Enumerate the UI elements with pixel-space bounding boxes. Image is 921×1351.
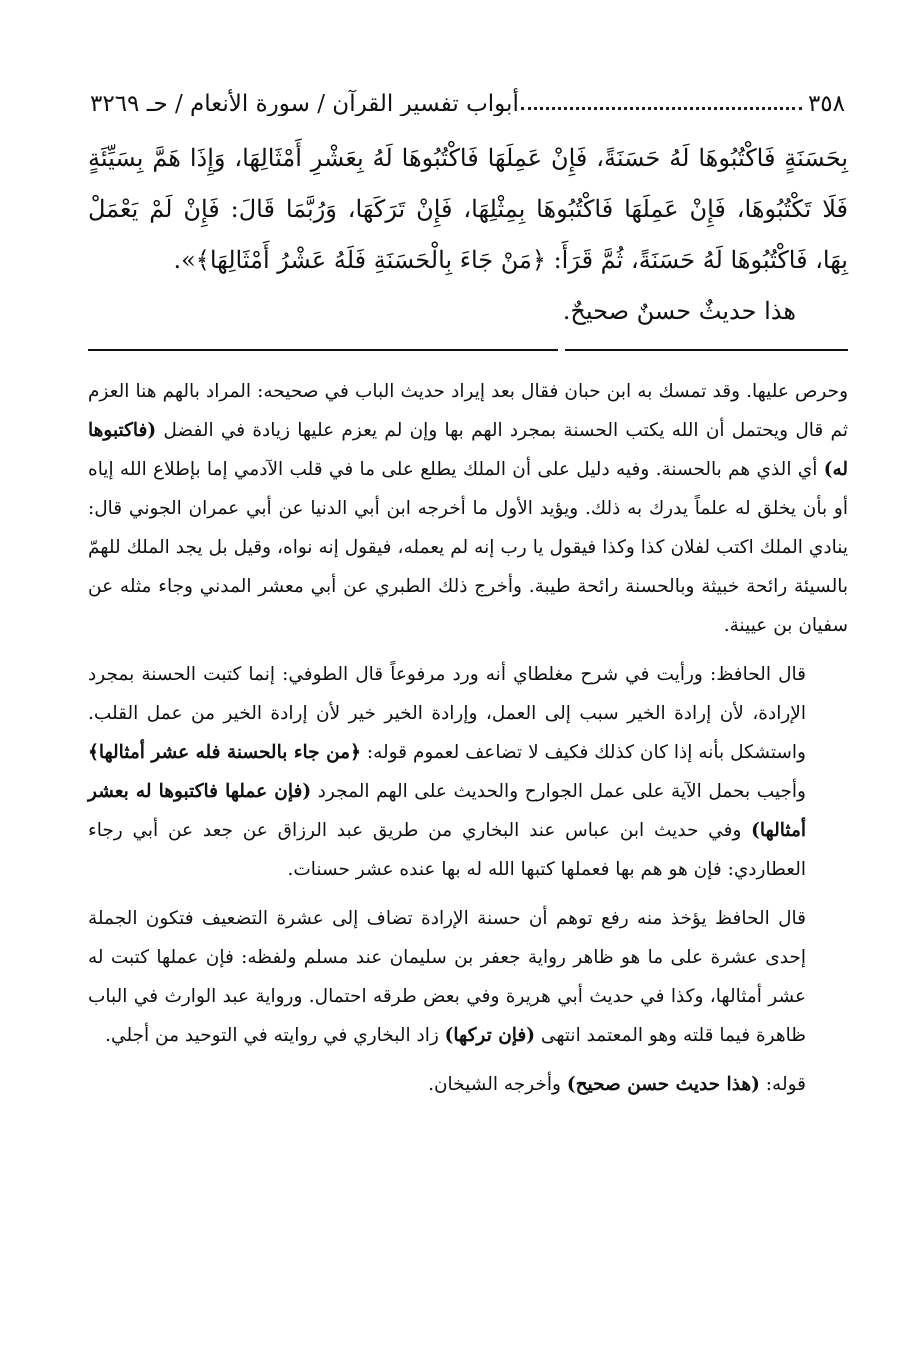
commentary-paragraph-4 [88, 1065, 848, 1104]
separator-line-right [565, 349, 848, 351]
commentary-text: وأجيب بحمل الآية على عمل الجوارح والحديث على الهم المجرد [311, 781, 806, 802]
separator-line-left [88, 349, 558, 351]
commentary-text: قال الحافظ يؤخذ منه رفع توهم أن حسنة الإرادة تضاف إلى عشرة التضعيف فتكون الجملة إحدى عشرة على ما هو ظاهر رواية جعفر بن سليمان عند مسلم ولفظه: فإن عملها كتبت له عشر أمثالها، وكذا في حديث أبي هريرة وفي بعض طرقه احتمال. ورواية عبد الوارث في الباب ظاهرة فيما قلته وهو المعتمد انتهى [88, 908, 806, 1046]
commentary-text: وأخرجه الشيخان. [428, 1074, 567, 1095]
commentary-text: وفي حديث ابن عباس عند البخاري من طريق عبد الرزاق عن جعد عن أبي رجاء العطاردي: فإن هو هم بها فعملها كتبها الله له بها عنده عشر حسنات. [88, 820, 806, 880]
commentary-paragraph-1 [88, 372, 848, 645]
header-dot-leader [521, 107, 802, 110]
hadith-verdict: هذا حديثٌ حسنٌ صحيحٌ. [562, 297, 796, 325]
bold-quote: (هذا حديث حسن صحيح) [566, 1074, 760, 1095]
commentary-paragraph-2 [88, 655, 848, 889]
page-number: ٣٥٨ [807, 91, 845, 116]
bold-quote: (فاكتبوها له) [88, 420, 848, 480]
bold-quote: (فإن عملها فاكتبوها له بعشر أمثالها) [88, 781, 806, 841]
page-header [90, 80, 845, 116]
commentary-text: قوله: [759, 1074, 806, 1095]
commentary-text: قال الحافظ: ورأيت في شرح مغلطاي أنه ورد مرفوعاً قال الطوفي: إنما كتبت الحسنة بمجرد الإرادة، لأن إرادة الخير سبب إلى العمل، وإرادة الخير خير لأن إرادة الخير من عمل القلب. واستشكل بأنه إذا كان كذلك فكيف لا تضاعف لعموم قوله: [88, 664, 806, 763]
bold-quote: ﴿من جاء بالحسنة فله عشر أمثالها﴾ [88, 742, 361, 763]
commentary-text: أي الذي هم بالحسنة. وفيه دليل على أن الملك يطلع على ما في قلب الآدمي إما بإطلاع الله إياه أو بأن يخلق له علماً يدرك به ذلك. ويؤيد الأول ما أخرجه ابن أبي الدنيا عن أبي عمران الجوني قال: ينادي الملك اكتب لفلان كذا وكذا فيقول يا رب إنه لم يعمله، فيقول إنه نواه، وقيل بل يجد الملك للهمّ بالسيئة رائحة خبيثة وبالحسنة رائحة طيبة. وأخرج ذلك الطبري عن أبي معشر المدني وجاء مثله عن سفيان بن عيينة. [88, 459, 848, 636]
commentary-text: زاد البخاري في روايته في التوحيد من أجلي. [105, 1025, 445, 1046]
hadith-text: بِحَسَنَةٍ فَاكْتُبُوهَا لَهُ حَسَنَةً، فَإِنْ عَمِلَهَا فَاكْتُبُوهَا لَهُ بِعَشْرِ أَمْثَالِهَا، وَإِذَا هَمَّ بِسَيِّئَةٍ فَلَا تَكْتُبُوهَا، فَإِنْ عَمِلَهَا فَاكْتُبُوهَا بِمِثْلِهَا، فَإِنْ تَرَكَهَا، وَرُبَّمَا قَالَ: فَإِنْ لَمْ يَعْمَلْ بِهَا، فَاكْتُبُوهَا لَهُ حَسَنَةً، ثُمَّ قَرَأَ: ﴿مَنْ جَاءَ بِالْحَسَنَةِ فَلَهُ عَشْرُ أَمْثَالِهَا﴾». [88, 144, 848, 274]
running-title: أبواب تفسير القرآن / سورة الأنعام / حـ ٣٢٦٩ [90, 91, 519, 116]
commentary-text: وحرص عليها. وقد تمسك به ابن حبان فقال بعد إيراد حديث الباب في صحيحه: المراد بالهم هنا العزم ثم قال ويحتمل أن الله يكتب الحسنة بمجرد الهم بها وإن لم يعزم عليها زيادة في الفضل [88, 381, 848, 441]
commentary-paragraph-3 [88, 899, 848, 1055]
main-text [88, 133, 848, 337]
commentary-section [88, 372, 848, 1114]
bold-quote: (فإن تركها) [444, 1025, 536, 1046]
